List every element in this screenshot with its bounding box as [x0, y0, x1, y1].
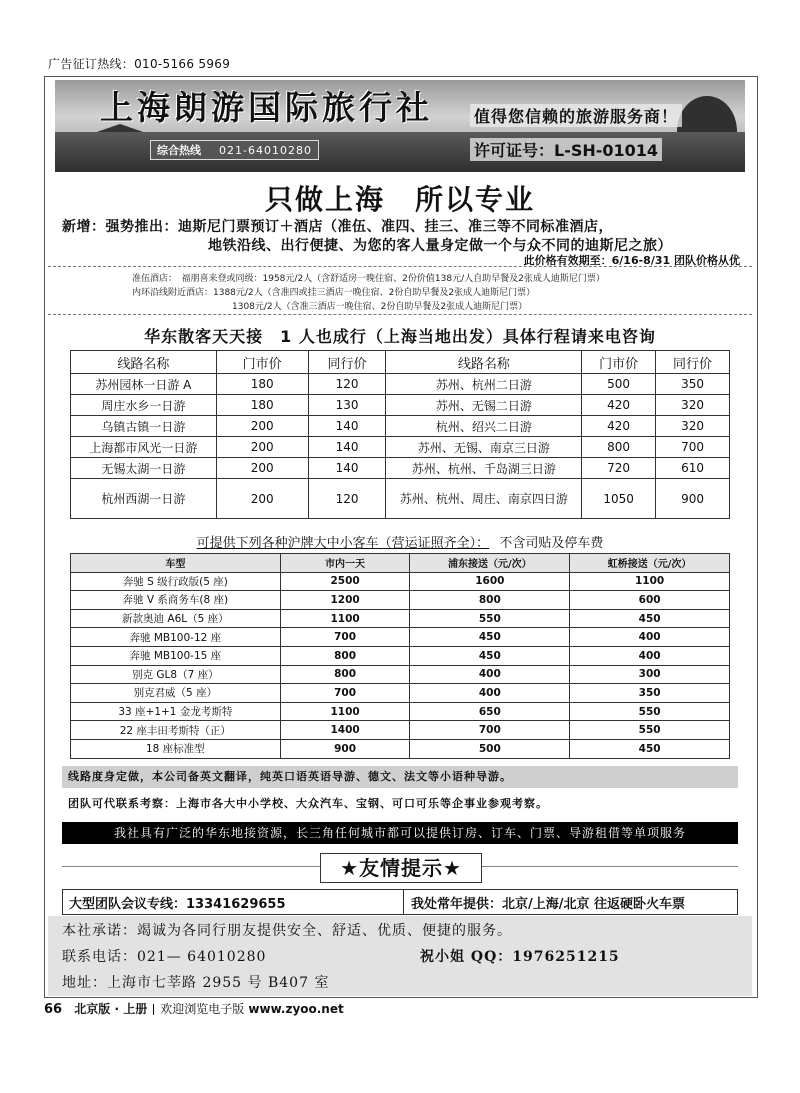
- cell: 奔驰 S 级行政版(5 座): [71, 572, 281, 591]
- cell: 33 座+1+1 金龙考斯特: [71, 702, 281, 721]
- table-row: [71, 374, 730, 395]
- cell: 130: [308, 395, 386, 416]
- col-route: 线路名称: [71, 351, 217, 374]
- cell: 1100: [570, 572, 730, 591]
- bus-price-table: [70, 553, 730, 759]
- cell: 450: [570, 739, 730, 758]
- cell: 650: [410, 702, 570, 721]
- cell: 800: [410, 591, 570, 610]
- table-header-row: [71, 554, 730, 573]
- cell: 别克君威（5 座）: [71, 684, 281, 703]
- cell: 苏州、无锡二日游: [386, 395, 582, 416]
- cell: 奔驰 MB100-12 座: [71, 628, 281, 647]
- cell: 乌镇古镇一日游: [71, 416, 217, 437]
- tours-title: 华东散客天天接 1 人也成行（上海当地出发）具体行程请来电咨询: [144, 327, 656, 346]
- table-header-row: [71, 351, 730, 374]
- hotline-box: [150, 140, 319, 160]
- col-retail: 门市价: [216, 351, 308, 374]
- contact-phone: 联系电话：021— 64010280: [62, 949, 267, 965]
- table-row: [71, 721, 730, 740]
- col-vehicle: 车型: [71, 554, 281, 573]
- tips-box: [62, 889, 738, 915]
- cell: 苏州、杭州、周庄、南京四日游: [386, 479, 582, 519]
- cell: 140: [308, 416, 386, 437]
- cell: 苏州、无锡、南京三日游: [386, 437, 582, 458]
- cell: 140: [308, 458, 386, 479]
- group-visit-note: 团队可代联系考察：上海市各大中小学校、大众汽车、宝钢、可口可乐等企事业参观考察。: [68, 797, 548, 810]
- cell: 300: [570, 665, 730, 684]
- address: 地址：上海市七莘路 2955 号 B407 室: [62, 975, 330, 991]
- cell: 苏州、杭州、千岛湖三日游: [386, 458, 582, 479]
- table-row: [71, 739, 730, 758]
- cell: 500: [410, 739, 570, 758]
- col-hongqiao: 虹桥接送（元/次）: [570, 554, 730, 573]
- company-name: 上海朗游国际旅行社: [100, 88, 433, 127]
- cell: 550: [570, 721, 730, 740]
- cell: 350: [656, 374, 730, 395]
- cell: 420: [582, 416, 656, 437]
- table-row: [71, 665, 730, 684]
- bus-note: 不含司贴及停车费: [499, 536, 604, 551]
- cell: 400: [570, 646, 730, 665]
- table-row: [71, 458, 730, 479]
- cell: 180: [216, 374, 308, 395]
- table-row: [71, 609, 730, 628]
- cell: 700: [280, 628, 410, 647]
- cell: 杭州、绍兴二日游: [386, 416, 582, 437]
- license-number: 许可证号：L-SH-01014: [470, 138, 662, 161]
- cell: 720: [582, 458, 656, 479]
- cell: 450: [410, 628, 570, 647]
- cell: 无锡太湖一日游: [71, 458, 217, 479]
- cell: 上海都市风光一日游: [71, 437, 217, 458]
- cell: 420: [582, 395, 656, 416]
- ad-hotline: 广告征订热线：010-5166 5969: [48, 57, 231, 71]
- group-hotline: 大型团队会议专线：13341629655: [69, 897, 286, 912]
- cell: 新款奥迪 A6L（5 座）: [71, 609, 281, 628]
- cell: 2500: [280, 572, 410, 591]
- table-row: [71, 479, 730, 519]
- cell: 450: [410, 646, 570, 665]
- custom-tour-note: 线路度身定做，本公司备英文翻译，纯英口语英语导游、德文、法文等小语种导游。: [62, 766, 738, 788]
- table-row: [71, 702, 730, 721]
- cell: 1050: [582, 479, 656, 519]
- cell: 320: [656, 395, 730, 416]
- cell: 180: [216, 395, 308, 416]
- col-pudong: 浦东接送（元/次）: [410, 554, 570, 573]
- divider: [153, 1004, 154, 1015]
- cell: 450: [570, 609, 730, 628]
- cell: 700: [410, 721, 570, 740]
- hotline-label: 综合热线: [157, 144, 201, 157]
- cell: 400: [570, 628, 730, 647]
- cell: 400: [410, 665, 570, 684]
- tour-price-table: [70, 350, 730, 519]
- table-row: [71, 628, 730, 647]
- promo-validity: 此价格有效期至：6/16-8/31 团队价格从优: [523, 254, 740, 267]
- cell: 周庄水乡一日游: [71, 395, 217, 416]
- cell: 550: [570, 702, 730, 721]
- promo-line-1: 新增：强势推出：迪斯尼门票预订＋酒店（准伍、准四、挂三、准三等不同标准酒店，: [62, 219, 613, 235]
- cell: 杭州西湖一日游: [71, 479, 217, 519]
- cell: 800: [582, 437, 656, 458]
- cell: 700: [280, 684, 410, 703]
- company-slogan: 值得您信赖的旅游服务商！: [470, 104, 682, 127]
- cell: 600: [570, 591, 730, 610]
- cell: 200: [216, 479, 308, 519]
- cell: 120: [308, 374, 386, 395]
- cell: 200: [216, 416, 308, 437]
- cell: 奔驰 V 系商务车(8 座): [71, 591, 281, 610]
- table-row: [71, 591, 730, 610]
- cell: 700: [656, 437, 730, 458]
- col-trade: 同行价: [656, 351, 730, 374]
- col-trade: 同行价: [308, 351, 386, 374]
- welcome-text: 欢迎浏览电子版: [160, 1002, 245, 1016]
- motto: 只做上海 所以专业: [264, 183, 535, 216]
- promise-statement: 本社承诺：竭诚为各同行朋友提供安全、舒适、优质、便捷的服务。: [62, 923, 512, 939]
- bus-title-text: 可提供下列各种沪牌大中小客车（营运证照齐全）：: [196, 536, 490, 551]
- table-row: [71, 646, 730, 665]
- cell: 22 座丰田考斯特（正）: [71, 721, 281, 740]
- cell: 550: [410, 609, 570, 628]
- website-url: www.zyoo.net: [248, 1002, 344, 1016]
- cell: 610: [656, 458, 730, 479]
- table-row: [71, 395, 730, 416]
- table-row: [71, 684, 730, 703]
- cell: 200: [216, 437, 308, 458]
- friendly-tips-title: ★友情提示★: [320, 853, 482, 883]
- divider: [48, 266, 752, 267]
- col-city-day: 市内一天: [280, 554, 410, 573]
- contact-person: 祝小姐 QQ：1976251215: [420, 949, 620, 965]
- cell: 900: [280, 739, 410, 758]
- cell: 500: [582, 374, 656, 395]
- cell: 苏州园林一日游 A: [71, 374, 217, 395]
- hotel-option-3: 1308元/2人（含准三酒店一晚住宿、2份自助早餐及2张成人迪斯尼门票）: [232, 302, 528, 312]
- promo-line-2: 地铁沿线、出行便捷、为您的客人量身定做一个与众不同的迪斯尼之旅）: [208, 238, 672, 254]
- cell: 1100: [280, 702, 410, 721]
- resources-note: 我社具有广泛的华东地接资源，长三角任何城市都可以提供订房、订车、门票、导游租借等单项服务: [62, 822, 738, 844]
- cell: 120: [308, 479, 386, 519]
- cell: 350: [570, 684, 730, 703]
- cell: 1600: [410, 572, 570, 591]
- table-row: [71, 437, 730, 458]
- hotel-option-2: 内环沿线附近酒店：1388元/2人（含准四或挂三酒店一晚住宿、2份自助早餐及2张成人迪斯尼门票）: [132, 288, 536, 298]
- hotline-number: 021-64010280: [219, 144, 312, 157]
- divider: [48, 314, 752, 315]
- cell: 苏州、杭州二日游: [386, 374, 582, 395]
- edition: 北京版 · 上册: [74, 1002, 148, 1016]
- col-route: 线路名称: [386, 351, 582, 374]
- cell: 别克 GL8（7 座）: [71, 665, 281, 684]
- divider: [403, 890, 404, 914]
- cell: 800: [280, 665, 410, 684]
- bus-title: [70, 532, 730, 551]
- cell: 1100: [280, 609, 410, 628]
- train-ticket-offer: 我处常年提供：北京/上海/北京 往返硬卧火车票: [411, 897, 686, 912]
- cell: 400: [410, 684, 570, 703]
- table-row: [71, 416, 730, 437]
- cell: 18 座标准型: [71, 739, 281, 758]
- cell: 140: [308, 437, 386, 458]
- col-retail: 门市价: [582, 351, 656, 374]
- cell: 800: [280, 646, 410, 665]
- page-number: 66: [44, 1002, 63, 1017]
- cell: 200: [216, 458, 308, 479]
- cell: 奔驰 MB100-15 座: [71, 646, 281, 665]
- cell: 900: [656, 479, 730, 519]
- cell: 320: [656, 416, 730, 437]
- table-row: [71, 572, 730, 591]
- cell: 1200: [280, 591, 410, 610]
- page-footer: [44, 1000, 756, 1017]
- cell: 1400: [280, 721, 410, 740]
- hotel-option-1: 准伍酒店： 福朋喜来登或同级：1958元/2人（含舒适房一晚住宿、2份价值138元/人自助早餐及2张成人迪斯尼门票）: [132, 274, 605, 284]
